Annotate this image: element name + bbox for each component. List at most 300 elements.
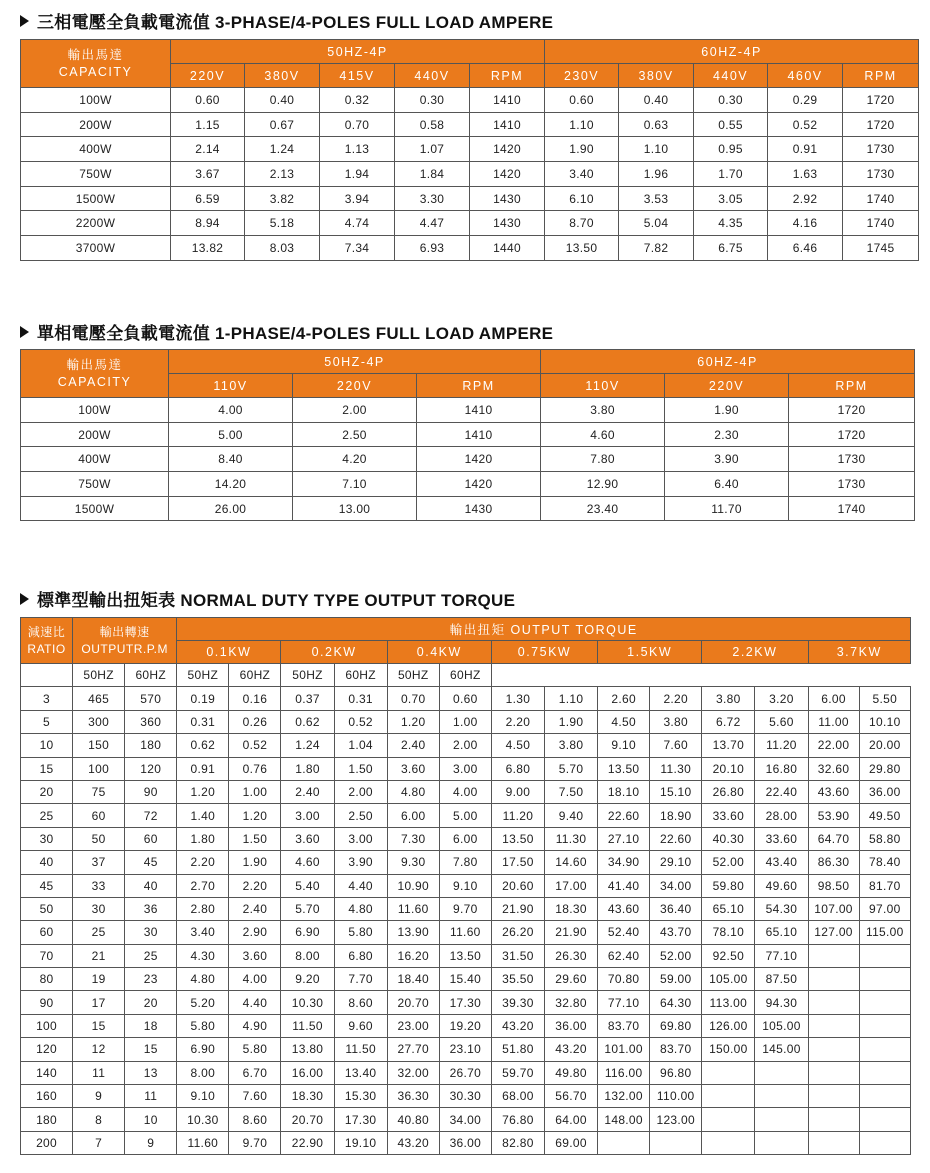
- hz-header-row: [21, 664, 911, 687]
- value-cell: 300: [73, 710, 125, 733]
- table-row: [21, 827, 911, 850]
- value-cell: 1745: [843, 236, 919, 261]
- triangle-bullet-icon: [20, 326, 29, 338]
- value-cell: 6.00: [439, 827, 491, 850]
- ratio-cell: 70: [21, 944, 73, 967]
- value-cell: 11.20: [491, 804, 544, 827]
- output-torque-header: 輸出扭矩 OUTPUT TORQUE: [177, 618, 911, 641]
- value-cell: [702, 1061, 755, 1084]
- section1-title: 三相電壓全負載電流值 3-PHASE/4-POLES FULL LOAD AMPERE: [20, 8, 553, 33]
- value-cell: 86.30: [808, 851, 859, 874]
- value-cell: 6.10: [545, 186, 619, 211]
- value-cell: 34.90: [598, 851, 650, 874]
- value-cell: 4.80: [177, 968, 229, 991]
- value-cell: 5.00: [439, 804, 491, 827]
- value-cell: 49.50: [859, 804, 910, 827]
- value-cell: 13.82: [171, 236, 245, 261]
- value-cell: 52.40: [598, 921, 650, 944]
- value-cell: 11.60: [439, 921, 491, 944]
- value-cell: 20.70: [387, 991, 439, 1014]
- value-cell: 64.00: [544, 1108, 597, 1131]
- value-cell: 32.80: [544, 991, 597, 1014]
- value-cell: 41.40: [598, 874, 650, 897]
- value-cell: [859, 1038, 910, 1061]
- value-cell: 72: [125, 804, 177, 827]
- value-cell: [859, 1131, 910, 1154]
- value-cell: 0.52: [334, 710, 387, 733]
- value-cell: 2.20: [491, 710, 544, 733]
- value-cell: 1.94: [320, 162, 395, 187]
- value-cell: 1.50: [229, 827, 281, 850]
- value-cell: 1.63: [768, 162, 843, 187]
- value-cell: 90: [125, 780, 177, 803]
- value-cell: [755, 1085, 808, 1108]
- value-cell: 62.40: [598, 944, 650, 967]
- value-cell: [808, 1131, 859, 1154]
- value-cell: 16.20: [387, 944, 439, 967]
- value-cell: 30: [125, 921, 177, 944]
- value-cell: 19: [73, 968, 125, 991]
- capacity-cell: 2200W: [21, 211, 171, 236]
- torque-table: [20, 617, 911, 1155]
- value-cell: 11.60: [387, 897, 439, 920]
- table-row: [21, 991, 911, 1014]
- value-cell: 69.00: [544, 1131, 597, 1154]
- value-cell: 1.24: [281, 734, 334, 757]
- capacity-cell: 100W: [21, 398, 169, 423]
- value-cell: 1.10: [545, 112, 619, 137]
- value-cell: 25: [125, 944, 177, 967]
- value-cell: 8.94: [171, 211, 245, 236]
- table-row: [21, 112, 919, 137]
- value-cell: [598, 1131, 650, 1154]
- value-cell: 28.00: [755, 804, 808, 827]
- value-cell: 4.74: [320, 211, 395, 236]
- value-cell: 65.10: [702, 897, 755, 920]
- ratio-header: 減速比 RATIO: [21, 618, 73, 664]
- value-cell: 69.80: [650, 1014, 702, 1037]
- table-row: [21, 1061, 911, 1084]
- table-row: [21, 687, 911, 710]
- value-cell: 150: [73, 734, 125, 757]
- value-cell: 40.80: [387, 1108, 439, 1131]
- ratio-cell: 60: [21, 921, 73, 944]
- value-cell: 1.24: [245, 137, 320, 162]
- value-cell: 26.80: [702, 780, 755, 803]
- value-cell: 30.30: [439, 1085, 491, 1108]
- value-cell: 0.16: [229, 687, 281, 710]
- value-cell: [859, 944, 910, 967]
- value-cell: 2.70: [177, 874, 229, 897]
- value-cell: 21.90: [544, 921, 597, 944]
- value-cell: 1.20: [177, 780, 229, 803]
- value-cell: 20: [125, 991, 177, 1014]
- table-row: [21, 734, 911, 757]
- value-cell: 7.60: [650, 734, 702, 757]
- capacity-cell: 200W: [21, 422, 169, 447]
- value-cell: 0.31: [334, 687, 387, 710]
- value-cell: 23: [125, 968, 177, 991]
- value-cell: 43.20: [491, 1014, 544, 1037]
- value-cell: 1.90: [665, 398, 789, 423]
- value-cell: 0.19: [177, 687, 229, 710]
- value-cell: 20.60: [491, 874, 544, 897]
- value-cell: 59.80: [702, 874, 755, 897]
- value-cell: 64.70: [808, 827, 859, 850]
- value-cell: 10.30: [177, 1108, 229, 1131]
- value-cell: 58.80: [859, 827, 910, 850]
- value-cell: 3.80: [650, 710, 702, 733]
- value-cell: 23.00: [387, 1014, 439, 1037]
- triangle-bullet-icon: [20, 15, 29, 27]
- value-cell: 16.00: [281, 1061, 334, 1084]
- value-cell: 3.53: [619, 186, 694, 211]
- ratio-cell: 10: [21, 734, 73, 757]
- value-cell: 60: [73, 804, 125, 827]
- value-cell: 0.30: [694, 88, 768, 113]
- value-cell: 1410: [470, 112, 545, 137]
- value-cell: 7.60: [229, 1085, 281, 1108]
- section3-title: 標準型輸出扭矩表 NORMAL DUTY TYPE OUTPUT TORQUE: [20, 586, 515, 611]
- value-cell: 9.70: [439, 897, 491, 920]
- value-cell: 33: [73, 874, 125, 897]
- value-cell: 29.80: [859, 757, 910, 780]
- value-cell: 3.94: [320, 186, 395, 211]
- value-cell: 13.50: [545, 236, 619, 261]
- value-cell: 1.13: [320, 137, 395, 162]
- value-cell: 18.10: [598, 780, 650, 803]
- value-cell: 2.00: [334, 780, 387, 803]
- capacity-cell: 1500W: [21, 186, 171, 211]
- capacity-cell: 400W: [21, 447, 169, 472]
- table-row: [21, 968, 911, 991]
- value-cell: 15: [125, 1038, 177, 1061]
- value-cell: 3.30: [395, 186, 470, 211]
- table-row: [21, 1014, 911, 1037]
- table-row: [21, 1108, 911, 1131]
- value-cell: 13.90: [387, 921, 439, 944]
- table-row: [21, 447, 915, 472]
- value-cell: 4.00: [439, 780, 491, 803]
- value-cell: 10: [125, 1108, 177, 1131]
- value-cell: 11.20: [755, 734, 808, 757]
- value-cell: 1420: [417, 447, 541, 472]
- capacity-cell: 200W: [21, 112, 171, 137]
- value-cell: [702, 1108, 755, 1131]
- value-cell: 8.00: [281, 944, 334, 967]
- value-cell: 3.80: [544, 734, 597, 757]
- ratio-cell: 40: [21, 851, 73, 874]
- value-cell: 5.70: [281, 897, 334, 920]
- hz-label: 60HZ: [439, 664, 491, 687]
- value-cell: 15.30: [334, 1085, 387, 1108]
- table-row: [21, 496, 915, 521]
- table-row: [21, 162, 919, 187]
- value-cell: 6.00: [808, 687, 859, 710]
- value-cell: 2.50: [293, 422, 417, 447]
- value-cell: 36.00: [439, 1131, 491, 1154]
- value-cell: 4.60: [541, 422, 665, 447]
- value-cell: 1730: [789, 472, 915, 497]
- value-cell: 15: [73, 1014, 125, 1037]
- value-cell: 0.58: [395, 112, 470, 137]
- ratio-cell: 30: [21, 827, 73, 850]
- value-cell: 1.07: [395, 137, 470, 162]
- value-cell: 0.31: [177, 710, 229, 733]
- value-cell: 78.10: [702, 921, 755, 944]
- value-cell: [808, 1061, 859, 1084]
- value-cell: 22.90: [281, 1131, 334, 1154]
- value-cell: 25: [73, 921, 125, 944]
- value-cell: 6.59: [171, 186, 245, 211]
- value-cell: [808, 1014, 859, 1037]
- hz-label: 60HZ: [125, 664, 177, 687]
- value-cell: 0.91: [768, 137, 843, 162]
- value-cell: 1.04: [334, 734, 387, 757]
- value-cell: 64.30: [650, 991, 702, 1014]
- value-cell: 7.82: [619, 236, 694, 261]
- value-cell: 4.50: [491, 734, 544, 757]
- value-cell: 115.00: [859, 921, 910, 944]
- value-cell: 65.10: [755, 921, 808, 944]
- value-cell: 13.50: [598, 757, 650, 780]
- value-cell: 0.60: [439, 687, 491, 710]
- value-cell: 8: [73, 1108, 125, 1131]
- value-cell: 34.00: [439, 1108, 491, 1131]
- value-cell: 107.00: [808, 897, 859, 920]
- table-row: [21, 211, 919, 236]
- value-cell: 1740: [789, 496, 915, 521]
- ratio-cell: 20: [21, 780, 73, 803]
- value-cell: 1.80: [281, 757, 334, 780]
- value-cell: [755, 1061, 808, 1084]
- value-cell: 18.30: [281, 1085, 334, 1108]
- value-cell: 0.29: [768, 88, 843, 113]
- value-cell: [859, 1014, 910, 1037]
- value-cell: 11.30: [650, 757, 702, 780]
- capacity-cell: 400W: [21, 137, 171, 162]
- value-cell: 20.70: [281, 1108, 334, 1131]
- value-cell: 0.30: [395, 88, 470, 113]
- ratio-cell: 180: [21, 1108, 73, 1131]
- value-cell: 180: [125, 734, 177, 757]
- value-cell: 7: [73, 1131, 125, 1154]
- value-cell: 2.20: [177, 851, 229, 874]
- value-cell: 6.46: [768, 236, 843, 261]
- value-cell: 15.10: [650, 780, 702, 803]
- value-cell: 26.00: [169, 496, 293, 521]
- value-cell: 5.80: [229, 1038, 281, 1061]
- value-cell: 126.00: [702, 1014, 755, 1037]
- value-cell: 3.90: [334, 851, 387, 874]
- value-cell: [702, 1085, 755, 1108]
- value-cell: 6.80: [334, 944, 387, 967]
- value-cell: 39.30: [491, 991, 544, 1014]
- value-cell: 0.40: [245, 88, 320, 113]
- value-cell: 1720: [843, 88, 919, 113]
- value-cell: [859, 968, 910, 991]
- value-cell: 3.60: [387, 757, 439, 780]
- section2-title: 單相電壓全負載電流值 1-PHASE/4-POLES FULL LOAD AMPERE: [20, 319, 553, 344]
- value-cell: 36.00: [544, 1014, 597, 1037]
- value-cell: 21: [73, 944, 125, 967]
- value-cell: [859, 1108, 910, 1131]
- value-cell: 20.00: [859, 734, 910, 757]
- value-cell: 1410: [417, 422, 541, 447]
- value-cell: 27.10: [598, 827, 650, 850]
- capacity-header: 輸出馬達 CAPACITY: [21, 40, 171, 88]
- table-row: [21, 186, 919, 211]
- value-cell: 1.15: [171, 112, 245, 137]
- value-cell: 116.00: [598, 1061, 650, 1084]
- value-cell: 3.40: [177, 921, 229, 944]
- value-cell: 14.20: [169, 472, 293, 497]
- value-cell: 10.10: [859, 710, 910, 733]
- value-cell: 17: [73, 991, 125, 1014]
- value-cell: 26.30: [544, 944, 597, 967]
- value-cell: 68.00: [491, 1085, 544, 1108]
- value-cell: 465: [73, 687, 125, 710]
- power-header: 3.7KW: [808, 641, 911, 664]
- value-cell: 32.60: [808, 757, 859, 780]
- value-cell: 1.10: [619, 137, 694, 162]
- value-cell: 26.20: [491, 921, 544, 944]
- value-cell: 2.40: [281, 780, 334, 803]
- value-cell: 4.35: [694, 211, 768, 236]
- value-cell: 0.26: [229, 710, 281, 733]
- value-cell: 50: [73, 827, 125, 850]
- value-cell: 1730: [843, 162, 919, 187]
- power-header: 0.75KW: [491, 641, 597, 664]
- table-row: [21, 1038, 911, 1061]
- value-cell: 4.16: [768, 211, 843, 236]
- column-header: 230V: [545, 64, 619, 88]
- capacity-cell: 750W: [21, 472, 169, 497]
- value-cell: 6.93: [395, 236, 470, 261]
- value-cell: 51.80: [491, 1038, 544, 1061]
- value-cell: 37: [73, 851, 125, 874]
- value-cell: 18.90: [650, 804, 702, 827]
- value-cell: 11.60: [177, 1131, 229, 1154]
- value-cell: 56.70: [544, 1085, 597, 1108]
- value-cell: 8.70: [545, 211, 619, 236]
- value-cell: 4.00: [169, 398, 293, 423]
- group-60hz-header: 60HZ-4P: [541, 350, 915, 374]
- value-cell: 105.00: [755, 1014, 808, 1037]
- value-cell: 1.90: [545, 137, 619, 162]
- value-cell: 0.70: [320, 112, 395, 137]
- value-cell: 0.70: [387, 687, 439, 710]
- value-cell: 11.00: [808, 710, 859, 733]
- value-cell: 120: [125, 757, 177, 780]
- value-cell: 77.10: [755, 944, 808, 967]
- value-cell: 1720: [789, 398, 915, 423]
- value-cell: 5.80: [177, 1014, 229, 1037]
- triangle-bullet-icon: [20, 593, 29, 605]
- value-cell: 5.18: [245, 211, 320, 236]
- value-cell: 36.30: [387, 1085, 439, 1108]
- value-cell: 11.50: [281, 1014, 334, 1037]
- value-cell: 5.70: [544, 757, 597, 780]
- value-cell: 7.30: [387, 827, 439, 850]
- value-cell: 2.14: [171, 137, 245, 162]
- hz-label: 50HZ: [281, 664, 334, 687]
- value-cell: 0.62: [281, 710, 334, 733]
- table-row: [21, 921, 911, 944]
- value-cell: 1410: [470, 88, 545, 113]
- value-cell: 1.70: [694, 162, 768, 187]
- value-cell: 15.40: [439, 968, 491, 991]
- value-cell: 11: [125, 1085, 177, 1108]
- value-cell: 9.20: [281, 968, 334, 991]
- value-cell: [650, 1131, 702, 1154]
- value-cell: [808, 1038, 859, 1061]
- value-cell: 123.00: [650, 1108, 702, 1131]
- table-row: [21, 944, 911, 967]
- value-cell: 19.10: [334, 1131, 387, 1154]
- value-cell: 1730: [843, 137, 919, 162]
- value-cell: 7.10: [293, 472, 417, 497]
- value-cell: 23.10: [439, 1038, 491, 1061]
- value-cell: 1420: [417, 472, 541, 497]
- value-cell: 26.70: [439, 1061, 491, 1084]
- value-cell: 105.00: [702, 968, 755, 991]
- value-cell: 3.60: [281, 827, 334, 850]
- value-cell: 97.00: [859, 897, 910, 920]
- value-cell: 0.62: [177, 734, 229, 757]
- table-row: [21, 1085, 911, 1108]
- group-50hz-header: 50HZ-4P: [171, 40, 545, 64]
- value-cell: 29.60: [544, 968, 597, 991]
- capacity-cell: 100W: [21, 88, 171, 113]
- value-cell: 70.80: [598, 968, 650, 991]
- column-header: 220V: [171, 64, 245, 88]
- value-cell: 1.80: [177, 827, 229, 850]
- value-cell: [808, 1108, 859, 1131]
- value-cell: 35.50: [491, 968, 544, 991]
- column-header: RPM: [843, 64, 919, 88]
- value-cell: 1740: [843, 186, 919, 211]
- value-cell: 9: [125, 1131, 177, 1154]
- hz-label: 60HZ: [229, 664, 281, 687]
- value-cell: 6.40: [665, 472, 789, 497]
- ratio-cell: 160: [21, 1085, 73, 1108]
- value-cell: 4.47: [395, 211, 470, 236]
- value-cell: 31.50: [491, 944, 544, 967]
- value-cell: 1.00: [439, 710, 491, 733]
- value-cell: 8.40: [169, 447, 293, 472]
- value-cell: 9.00: [491, 780, 544, 803]
- value-cell: 43.40: [755, 851, 808, 874]
- value-cell: 8.03: [245, 236, 320, 261]
- value-cell: 132.00: [598, 1085, 650, 1108]
- value-cell: 3.00: [281, 804, 334, 827]
- value-cell: 27.70: [387, 1038, 439, 1061]
- table-row: [21, 874, 911, 897]
- value-cell: 53.90: [808, 804, 859, 827]
- value-cell: 7.70: [334, 968, 387, 991]
- value-cell: 2.20: [650, 687, 702, 710]
- value-cell: 9.60: [334, 1014, 387, 1037]
- value-cell: [702, 1131, 755, 1154]
- value-cell: [808, 991, 859, 1014]
- table-row: [21, 780, 911, 803]
- value-cell: 148.00: [598, 1108, 650, 1131]
- ratio-cell: 100: [21, 1014, 73, 1037]
- table-row: [21, 88, 919, 113]
- column-header: 415V: [320, 64, 395, 88]
- value-cell: 11.70: [665, 496, 789, 521]
